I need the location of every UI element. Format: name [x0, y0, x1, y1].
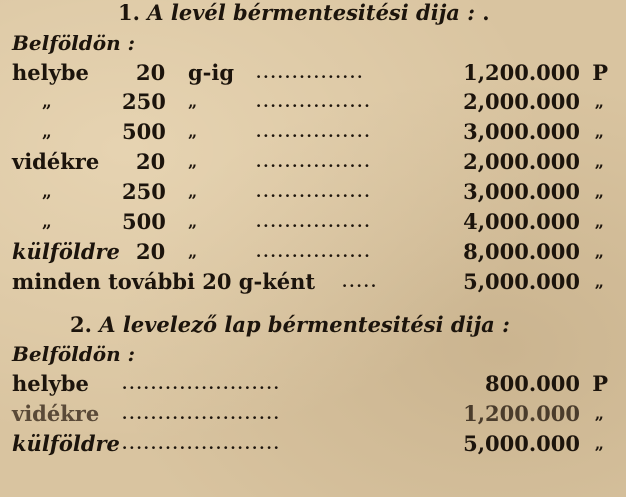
- rate-destination: vidékre: [12, 401, 100, 426]
- rate-destination: „: [42, 182, 52, 202]
- section1-heading: [118, 0, 490, 26]
- rate-weight: 250: [122, 179, 166, 204]
- section1-number: 1.: [118, 0, 140, 25]
- leader-dots: ................: [256, 243, 372, 261]
- section2-title: A levelező lap bérmentesitési dija :: [99, 312, 510, 337]
- rate-price: 3,000.000: [463, 119, 580, 144]
- rate-destination: helybe: [12, 371, 89, 396]
- rate-row-extra: [12, 270, 612, 294]
- section1-trailing-dot: .: [482, 0, 490, 25]
- rate-currency: „: [594, 152, 604, 171]
- rate-unit: „: [188, 92, 198, 111]
- rate-price: 8,000.000: [463, 239, 580, 264]
- rate-weight: 20: [136, 149, 166, 174]
- leader-dots: ...............: [256, 64, 365, 82]
- rate-currency: „: [594, 272, 604, 291]
- rate-price: 2,000.000: [463, 89, 580, 114]
- rate-row: [12, 150, 612, 174]
- rate-row: [12, 90, 612, 114]
- rate-price: 1,200.000: [463, 60, 580, 85]
- rate-currency: „: [594, 122, 604, 141]
- leader-dots: ................: [256, 213, 372, 231]
- rate-currency: P: [592, 371, 608, 396]
- rate-unit: „: [188, 242, 198, 261]
- rate-price: 3,000.000: [463, 179, 580, 204]
- rate-row: [12, 210, 612, 234]
- rate-destination: „: [42, 212, 52, 232]
- rate-price: 800.000: [485, 371, 580, 396]
- rate-destination: külföldre: [12, 239, 120, 264]
- rate-currency: P: [592, 60, 608, 85]
- section2-heading: [70, 312, 510, 338]
- extra-label: minden további 20 g-ként: [12, 269, 316, 294]
- rate-destination: külföldre: [12, 431, 120, 456]
- leader-dots: ......................: [122, 375, 281, 393]
- rate-weight: 20: [136, 239, 166, 264]
- rate-unit: „: [188, 182, 198, 201]
- rate-price: 2,000.000: [463, 149, 580, 174]
- section1-region: Belföldön :: [12, 31, 135, 55]
- leader-dots: ................: [256, 123, 372, 141]
- rate-row: [12, 120, 612, 144]
- section2-region: Belföldön :: [12, 342, 135, 366]
- rate-unit: „: [188, 122, 198, 141]
- leader-dots: ................: [256, 93, 372, 111]
- rate-row: [12, 432, 612, 456]
- section2-number: 2.: [70, 312, 92, 337]
- rate-unit: g-ig: [188, 60, 235, 85]
- rate-price: 5,000.000: [463, 431, 580, 456]
- rate-weight: 500: [122, 209, 166, 234]
- rate-row: [12, 180, 612, 204]
- leader-dots: ......................: [122, 435, 281, 453]
- rate-row: [12, 240, 612, 264]
- section1-title: A levél bérmentesitési dija :: [147, 0, 475, 25]
- rate-currency: „: [594, 434, 604, 453]
- rate-row: [12, 402, 612, 426]
- rate-weight: 250: [122, 89, 166, 114]
- rate-unit: „: [188, 212, 198, 231]
- rate-price: 5,000.000: [463, 269, 580, 294]
- rate-currency: „: [594, 92, 604, 111]
- rate-destination: vidékre: [12, 149, 100, 174]
- leader-dots: ................: [256, 153, 372, 171]
- rate-weight: 20: [136, 60, 166, 85]
- rate-currency: „: [594, 242, 604, 261]
- rate-currency: „: [594, 404, 604, 423]
- rate-row: [12, 61, 612, 85]
- leader-dots: .....: [342, 273, 379, 291]
- rate-unit: „: [188, 152, 198, 171]
- rate-destination: „: [42, 122, 52, 142]
- leader-dots: ................: [256, 183, 372, 201]
- rate-row: [12, 372, 612, 396]
- rate-destination: „: [42, 92, 52, 112]
- rate-price: 4,000.000: [463, 209, 580, 234]
- rate-destination: helybe: [12, 60, 89, 85]
- rate-price: 1,200.000: [463, 401, 580, 426]
- leader-dots: ......................: [122, 405, 281, 423]
- rate-currency: „: [594, 182, 604, 201]
- rate-weight: 500: [122, 119, 166, 144]
- rate-currency: „: [594, 212, 604, 231]
